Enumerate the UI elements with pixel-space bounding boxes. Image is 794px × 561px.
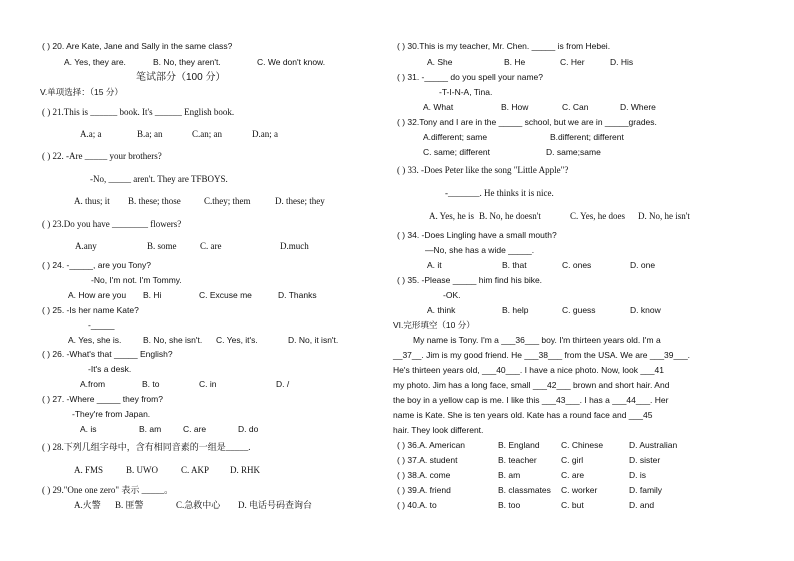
- q27-option-d: D. do: [238, 424, 259, 434]
- q31-option-b: B. How: [501, 102, 529, 112]
- q40-stem: ( ) 40.A. to: [397, 500, 437, 510]
- q36-option-d: D. Australian: [629, 440, 678, 450]
- q23-option-a: A.any: [75, 241, 97, 251]
- q26-option-a: A.from: [80, 379, 106, 389]
- q20-option-c: C. We don't know.: [257, 57, 326, 67]
- q22-option-a: A. thus; it: [74, 196, 110, 206]
- q27-option-c: C. are: [183, 424, 207, 434]
- q22-stem: ( ) 22. -Are _____ your brothers?: [42, 151, 162, 161]
- q38-stem: ( ) 38.A. come: [397, 470, 451, 480]
- q31-option-c: C. Can: [562, 102, 589, 112]
- q39-option-b: B. classmates: [498, 485, 551, 495]
- cloze-line-1: My name is Tony. I'm a ___36___ boy. I'm thirteen years old. I'm a: [413, 335, 661, 345]
- q26-option-d: D. /: [276, 379, 290, 389]
- q35-answer-line: -OK.: [443, 290, 461, 300]
- q30-option-b: B. He: [504, 57, 526, 67]
- q37-option-d: D. sister: [629, 455, 661, 465]
- q34-option-d: D. one: [630, 260, 656, 270]
- q27-answer-line: -They're from Japan.: [72, 409, 151, 419]
- q33-answer-line: -_______. He thinks it is nice.: [445, 188, 554, 198]
- q32-option-a: A.different; same: [423, 132, 488, 142]
- q36-option-c: C. Chinese: [561, 440, 604, 450]
- q26-option-c: C. in: [199, 379, 217, 389]
- q34-option-a: A. it: [427, 260, 442, 270]
- q22-option-b: B. these; those: [128, 196, 181, 206]
- q31-stem: ( ) 31. -_____ do you spell your name?: [397, 72, 544, 82]
- q25-option-b: B. No, she isn't.: [143, 335, 203, 345]
- q25-answer-line: -_____: [88, 320, 115, 330]
- q24-option-b: B. Hi: [143, 290, 162, 300]
- q33-option-d: D. No, he isn't: [638, 211, 690, 221]
- q33-option-c: C. Yes, he does: [570, 211, 626, 221]
- q27-option-a: A. is: [80, 424, 97, 434]
- q30-option-c: C. Her: [560, 57, 585, 67]
- q26-answer-line: -It's a desk.: [88, 364, 132, 374]
- q24-stem: ( ) 24. -_____, are you Tony?: [42, 260, 151, 270]
- q24-option-d: D. Thanks: [278, 290, 317, 300]
- q31-answer-line: -T-I-N-A, Tina.: [439, 87, 493, 97]
- q27-option-b: B. am: [139, 424, 162, 434]
- q22-answer-line: -No, _____ aren't. They are TFBOYS.: [90, 174, 228, 184]
- q22-option-c: C.they; them: [204, 196, 251, 206]
- q21-option-c: C.an; an: [192, 129, 222, 139]
- q33-stem: ( ) 33. -Does Peter like the song "Little Apple"?: [397, 165, 569, 175]
- q39-option-d: D. family: [629, 485, 663, 495]
- cloze-line-4: my photo. Jim has a long face, small ___42___ brown and short hair. And: [393, 380, 670, 390]
- q23-stem: ( ) 23.Do you have ________ flowers?: [42, 219, 182, 229]
- q34-option-b: B. that: [502, 260, 527, 270]
- q28-option-b: B. UWO: [126, 465, 158, 475]
- q35-option-a: A. think: [427, 305, 456, 315]
- q27-stem: ( ) 27. -Where _____ they from?: [42, 394, 163, 404]
- q25-option-a: A. Yes, she is.: [68, 335, 122, 345]
- q24-option-c: C. Excuse me: [199, 290, 252, 300]
- cloze-line-2: __37__. Jim is my good friend. He ___38___ from the USA. We are ___39___.: [393, 350, 691, 360]
- q23-option-b: B. some: [147, 241, 177, 251]
- section-v-heading: V.单项选择：（15 分）: [40, 87, 123, 97]
- q25-stem: ( ) 25. -Is her name Kate?: [42, 305, 139, 315]
- q24-answer-line: -No, I'm not. I'm Tommy.: [91, 275, 182, 285]
- q25-option-c: C. Yes, it's.: [216, 335, 258, 345]
- q40-option-b: B. too: [498, 500, 521, 510]
- cloze-line-5: the boy in a yellow cap is me. I like this ___43___. I has a ___44___. Her: [393, 395, 669, 405]
- q36-option-b: B. England: [498, 440, 540, 450]
- q37-stem: ( ) 37.A. student: [397, 455, 458, 465]
- q32-option-b: B.different; different: [550, 132, 624, 142]
- q29-option-b: B. 匪警: [115, 500, 144, 510]
- q38-option-b: B. am: [498, 470, 521, 480]
- q28-stem: ( ) 28.下列几组字母中，含有相同音素的一组是_____.: [42, 442, 251, 452]
- q30-option-d: D. His: [610, 57, 634, 67]
- q28-option-c: C. AKP: [181, 465, 210, 475]
- q29-option-d: D. 电话号码查询台: [238, 500, 312, 510]
- q20-stem: ( ) 20. Are Kate, Jane and Sally in the same class?: [42, 41, 233, 51]
- q38-option-c: C. are: [561, 470, 585, 480]
- q23-option-c: C. are: [200, 241, 222, 251]
- q40-option-d: D. and: [629, 500, 655, 510]
- q28-option-a: A. FMS: [74, 465, 104, 475]
- q34-stem: ( ) 34. -Does Lingling have a small mouth?: [397, 230, 557, 240]
- q25-option-d: D. No, it isn't.: [288, 335, 339, 345]
- q21-option-b: B.a; an: [137, 129, 163, 139]
- q36-stem: ( ) 36.A. American: [397, 440, 466, 450]
- q26-stem: ( ) 26. -What's that _____ English?: [42, 349, 173, 359]
- q32-stem: ( ) 32.Tony and I are in the _____ school, but we are in _____grades.: [397, 117, 657, 127]
- q37-option-c: C. girl: [561, 455, 584, 465]
- q40-option-c: C. but: [561, 500, 584, 510]
- q30-stem: ( ) 30.This is my teacher, Mr. Chen. _____ is from Hebei.: [397, 41, 611, 51]
- q30-option-a: A. She: [427, 57, 453, 67]
- q35-option-b: B. help: [502, 305, 529, 315]
- section-vi-heading: VI.完形填空（10 分）: [393, 320, 475, 330]
- q20-option-a: A. Yes, they are.: [64, 57, 126, 67]
- q21-stem: ( ) 21.This is ______ book. It's ______ English book.: [42, 107, 235, 117]
- q34-option-c: C. ones: [562, 260, 592, 270]
- q33-option-b: B. No, he doesn't: [479, 211, 541, 221]
- q31-option-d: D. Where: [620, 102, 656, 112]
- q35-option-c: C. guess: [562, 305, 596, 315]
- q32-option-c: C. same; different: [423, 147, 490, 157]
- q34-answer-line: —No, she has a wide _____.: [425, 245, 535, 255]
- q23-option-d: D.much: [280, 241, 309, 251]
- q39-option-c: C. worker: [561, 485, 598, 495]
- q32-option-d: D. same;same: [546, 147, 601, 157]
- q24-option-a: A. How are you: [68, 290, 127, 300]
- q31-option-a: A. What: [423, 102, 454, 112]
- q21-option-a: A.a; a: [80, 129, 102, 139]
- cloze-line-3: He's thirteen years old, ___40___. I have a nice photo. Now, look ___41: [393, 365, 664, 375]
- q26-option-b: B. to: [142, 379, 160, 389]
- q22-option-d: D. these; they: [275, 196, 325, 206]
- q33-option-a: A. Yes, he is: [429, 211, 475, 221]
- q38-option-d: D. is: [629, 470, 646, 480]
- q29-option-c: C.急救中心: [176, 500, 221, 510]
- q39-stem: ( ) 39.A. friend: [397, 485, 451, 495]
- q29-option-a: A.火警: [74, 500, 101, 510]
- q20-option-b: B. No, they aren't.: [153, 57, 221, 67]
- q21-option-d: D.an; a: [252, 129, 278, 139]
- q29-stem: ( ) 29."One one zero" 表示 _____。: [42, 485, 174, 495]
- q35-option-d: D. know: [630, 305, 661, 315]
- cloze-line-7: hair. They look different.: [393, 425, 484, 435]
- q28-option-d: D. RHK: [230, 465, 261, 475]
- written-section-title: 笔试部分（100 分）: [136, 72, 226, 83]
- cloze-line-6: name is Kate. She is ten years old. Kate has a round face and ___45: [393, 410, 653, 420]
- q37-option-b: B. teacher: [498, 455, 537, 465]
- q35-stem: ( ) 35. -Please _____ him find his bike.: [397, 275, 543, 285]
